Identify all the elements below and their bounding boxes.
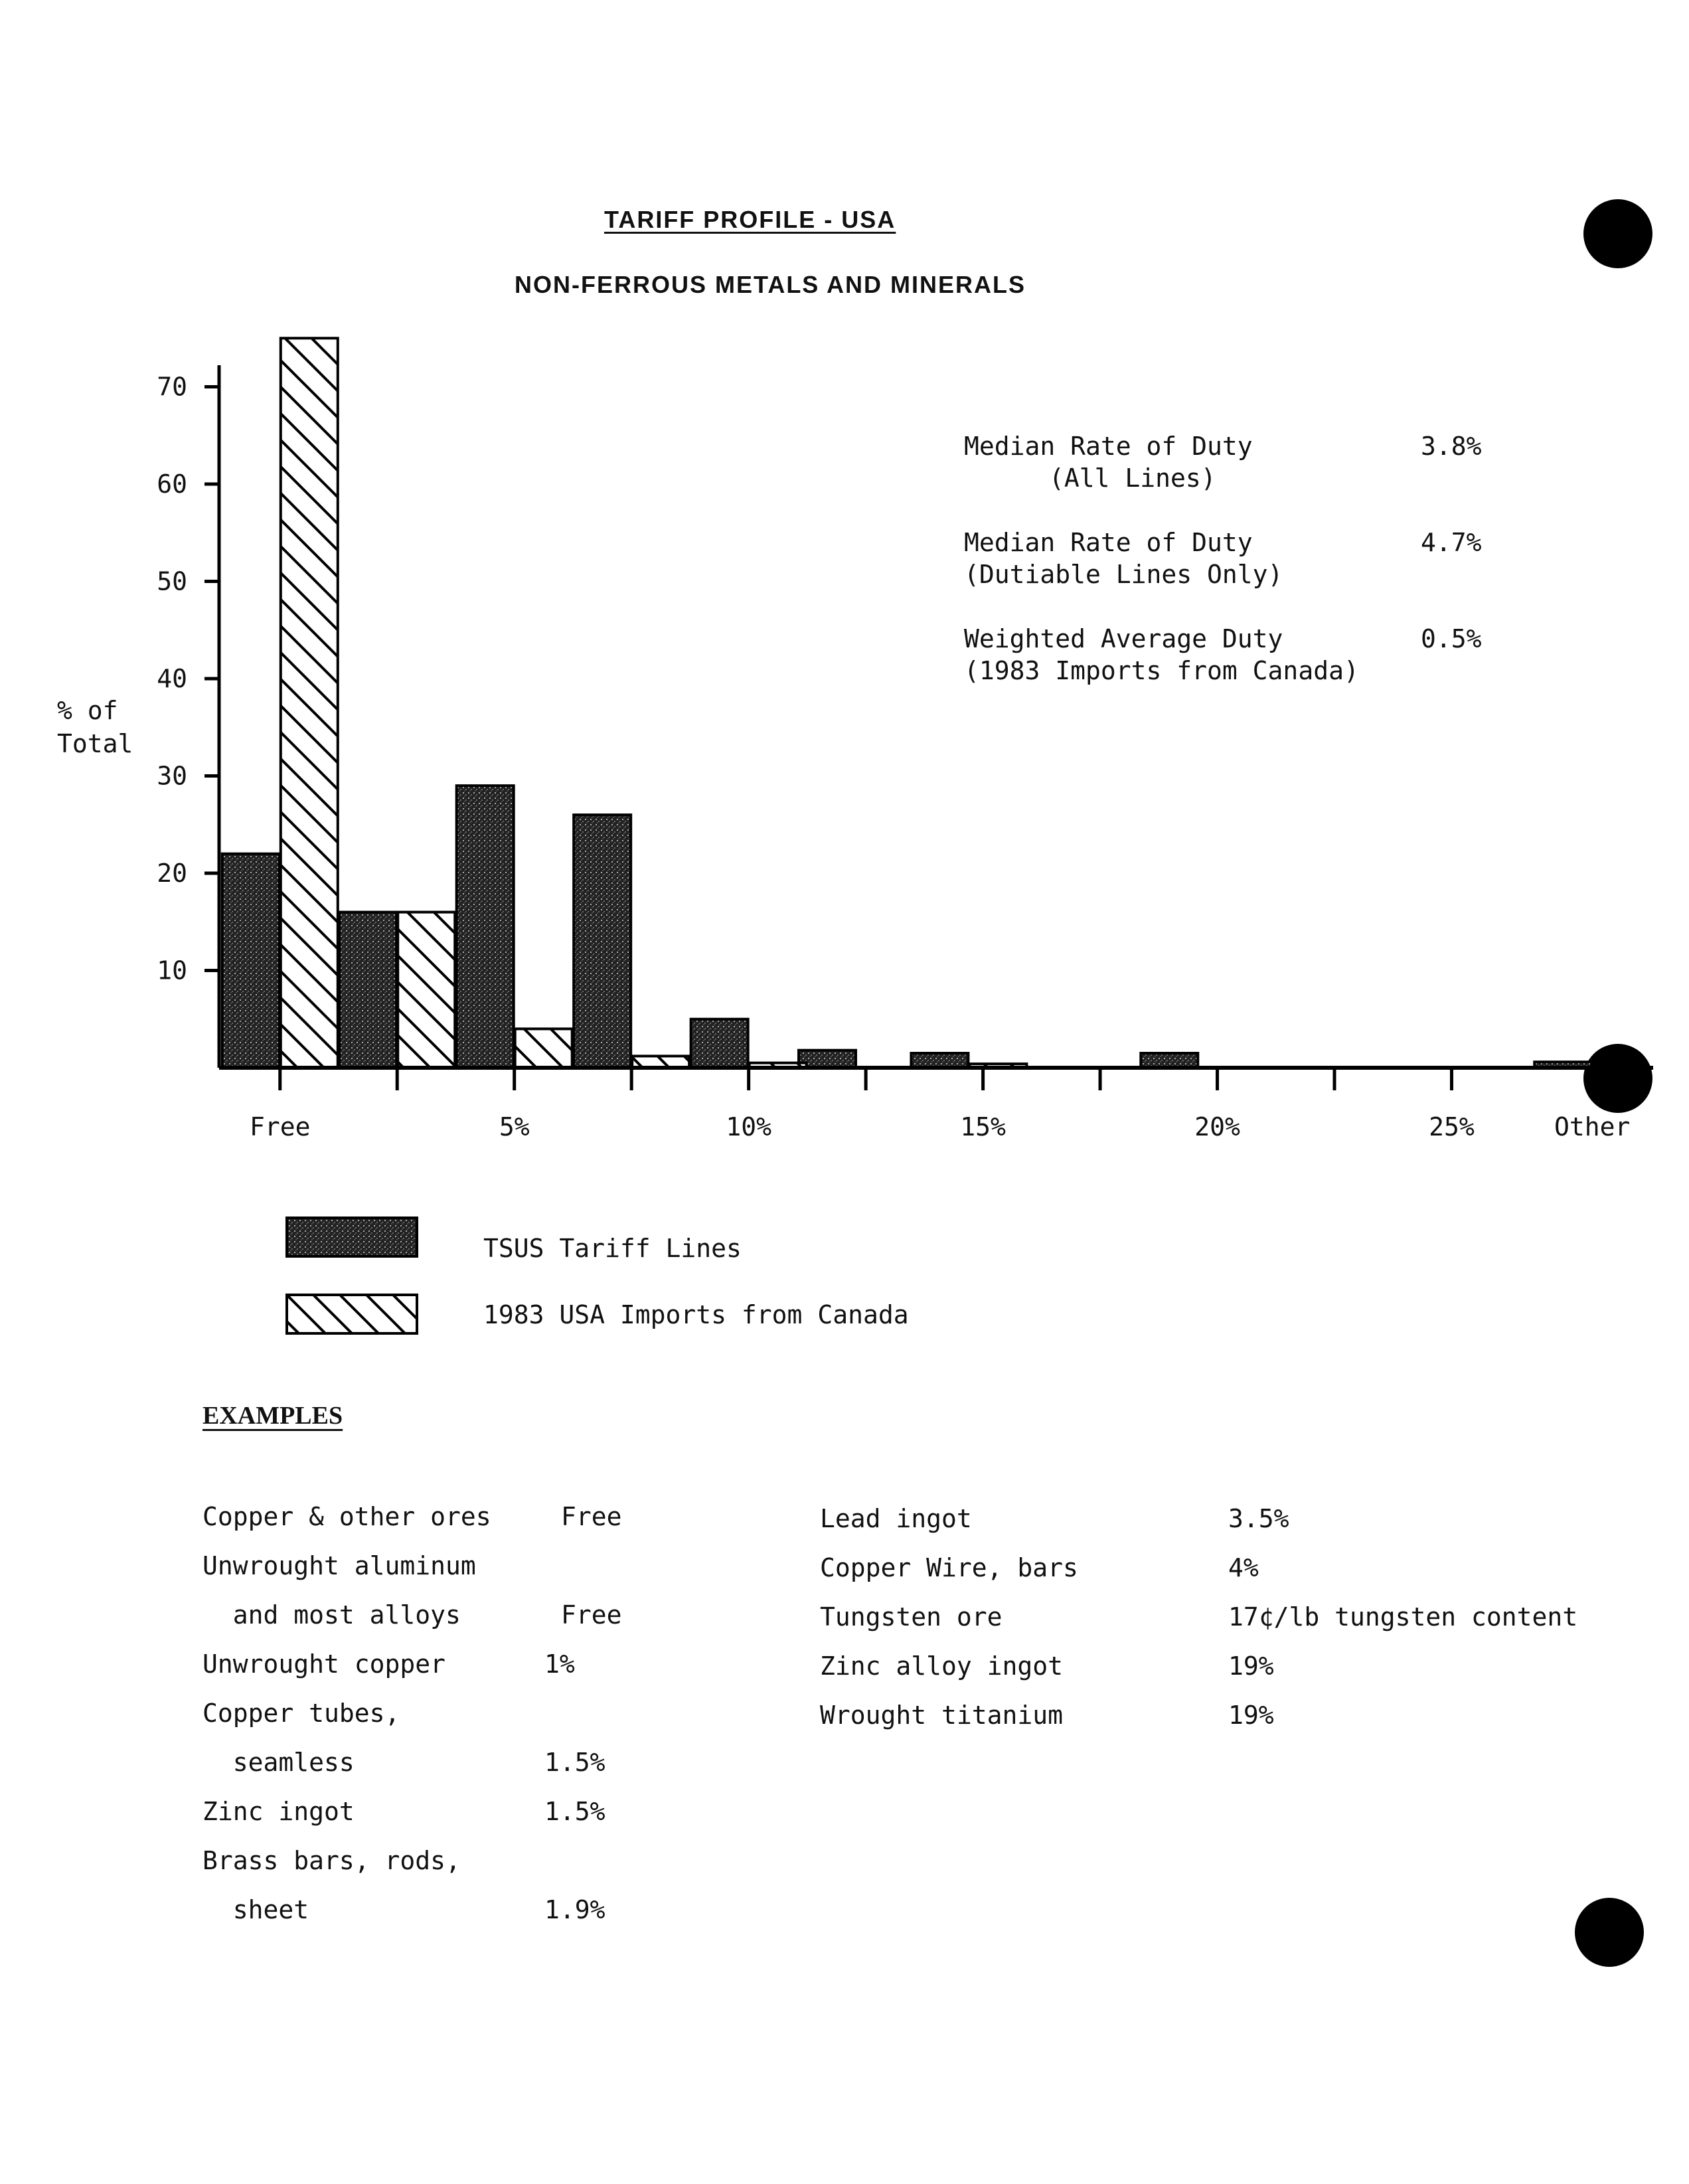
y-tick-label: 30: [157, 761, 187, 791]
legend-label-imports: 1983 USA Imports from Canada: [483, 1300, 909, 1329]
stat-label: Median Rate of Duty: [964, 432, 1253, 461]
x-tick-label: Other: [1554, 1112, 1631, 1141]
stat-value: 3.8%: [1421, 432, 1482, 461]
examples-heading: EXAMPLES: [202, 1402, 343, 1430]
example-item: Brass bars, rods,: [202, 1846, 461, 1875]
example-item: Zinc ingot: [202, 1797, 355, 1826]
page-subtitle: NON-FERROUS METALS AND MINERALS: [515, 271, 1026, 298]
bar-tsus-lines: [457, 786, 514, 1068]
y-tick-label: 10: [157, 956, 187, 985]
example-item: Tungsten ore: [820, 1602, 1003, 1632]
example-rate: 19%: [1228, 1701, 1274, 1730]
stat-sublabel: (All Lines): [1049, 463, 1216, 493]
bar-imports-canada: [281, 338, 338, 1068]
x-tick-label: Free: [250, 1112, 311, 1141]
stat-label: Weighted Average Duty: [964, 624, 1283, 653]
example-item: Unwrought aluminum: [202, 1551, 476, 1580]
example-item: seamless: [202, 1748, 355, 1777]
stat-value: 4.7%: [1421, 528, 1482, 557]
example-rate: 1%: [544, 1649, 575, 1679]
x-tick-label: 15%: [960, 1112, 1006, 1141]
example-rate: 19%: [1228, 1651, 1274, 1681]
example-rate: 3.5%: [1228, 1504, 1289, 1533]
example-item: Copper Wire, bars: [820, 1553, 1078, 1582]
example-rate: 1.5%: [544, 1748, 605, 1777]
y-axis-label: % of Total: [57, 696, 133, 758]
example-rate: 1.5%: [544, 1797, 605, 1826]
y-tick-label: 60: [157, 469, 187, 499]
y-tick-label: 70: [157, 372, 187, 402]
example-item: Copper & other ores: [202, 1502, 491, 1531]
page-title: TARIFF PROFILE - USA: [604, 206, 896, 233]
example-rate: Free: [561, 1600, 622, 1630]
legend-label-tsus: TSUS Tariff Lines: [483, 1234, 742, 1263]
stat-label: Median Rate of Duty: [964, 528, 1253, 557]
example-rate: 17¢/lb tungsten content: [1228, 1602, 1578, 1632]
example-item: Wrought titanium: [820, 1701, 1064, 1730]
bar-tsus-lines: [222, 854, 280, 1068]
example-rate: 4%: [1228, 1553, 1259, 1582]
y-tick-label: 40: [157, 664, 187, 694]
example-rate: Free: [561, 1502, 622, 1531]
bar-imports-canada: [398, 912, 455, 1068]
example-item: Zinc alloy ingot: [820, 1651, 1064, 1681]
example-item: and most alloys: [202, 1600, 461, 1630]
bar-tsus-lines: [339, 912, 396, 1068]
example-rate: 1.9%: [544, 1895, 605, 1924]
example-item: Copper tubes,: [202, 1699, 400, 1728]
punch-hole: [1575, 1898, 1644, 1967]
x-tick-label: 10%: [726, 1112, 771, 1141]
stat-sublabel: (Dutiable Lines Only): [964, 560, 1283, 589]
example-item: Unwrought copper: [202, 1649, 446, 1679]
bar-tsus-lines: [1141, 1053, 1198, 1068]
legend-swatch-imports: [285, 1294, 418, 1335]
stat-value: 0.5%: [1421, 624, 1482, 653]
x-tick-label: 20%: [1194, 1112, 1240, 1141]
example-item: sheet: [202, 1895, 309, 1924]
y-tick-label: 20: [157, 859, 187, 888]
bar-tsus-lines: [691, 1019, 748, 1068]
stat-sublabel: (1983 Imports from Canada): [964, 656, 1359, 685]
x-tick-label: 5%: [499, 1112, 530, 1141]
bar-tsus-lines: [911, 1053, 968, 1068]
bar-tsus-lines: [574, 815, 631, 1068]
x-tick-label: 25%: [1429, 1112, 1475, 1141]
legend-swatch-tsus: [285, 1217, 418, 1258]
example-item: Lead ingot: [820, 1504, 972, 1533]
bar-imports-canada: [515, 1029, 572, 1068]
y-tick-label: 50: [157, 566, 187, 596]
